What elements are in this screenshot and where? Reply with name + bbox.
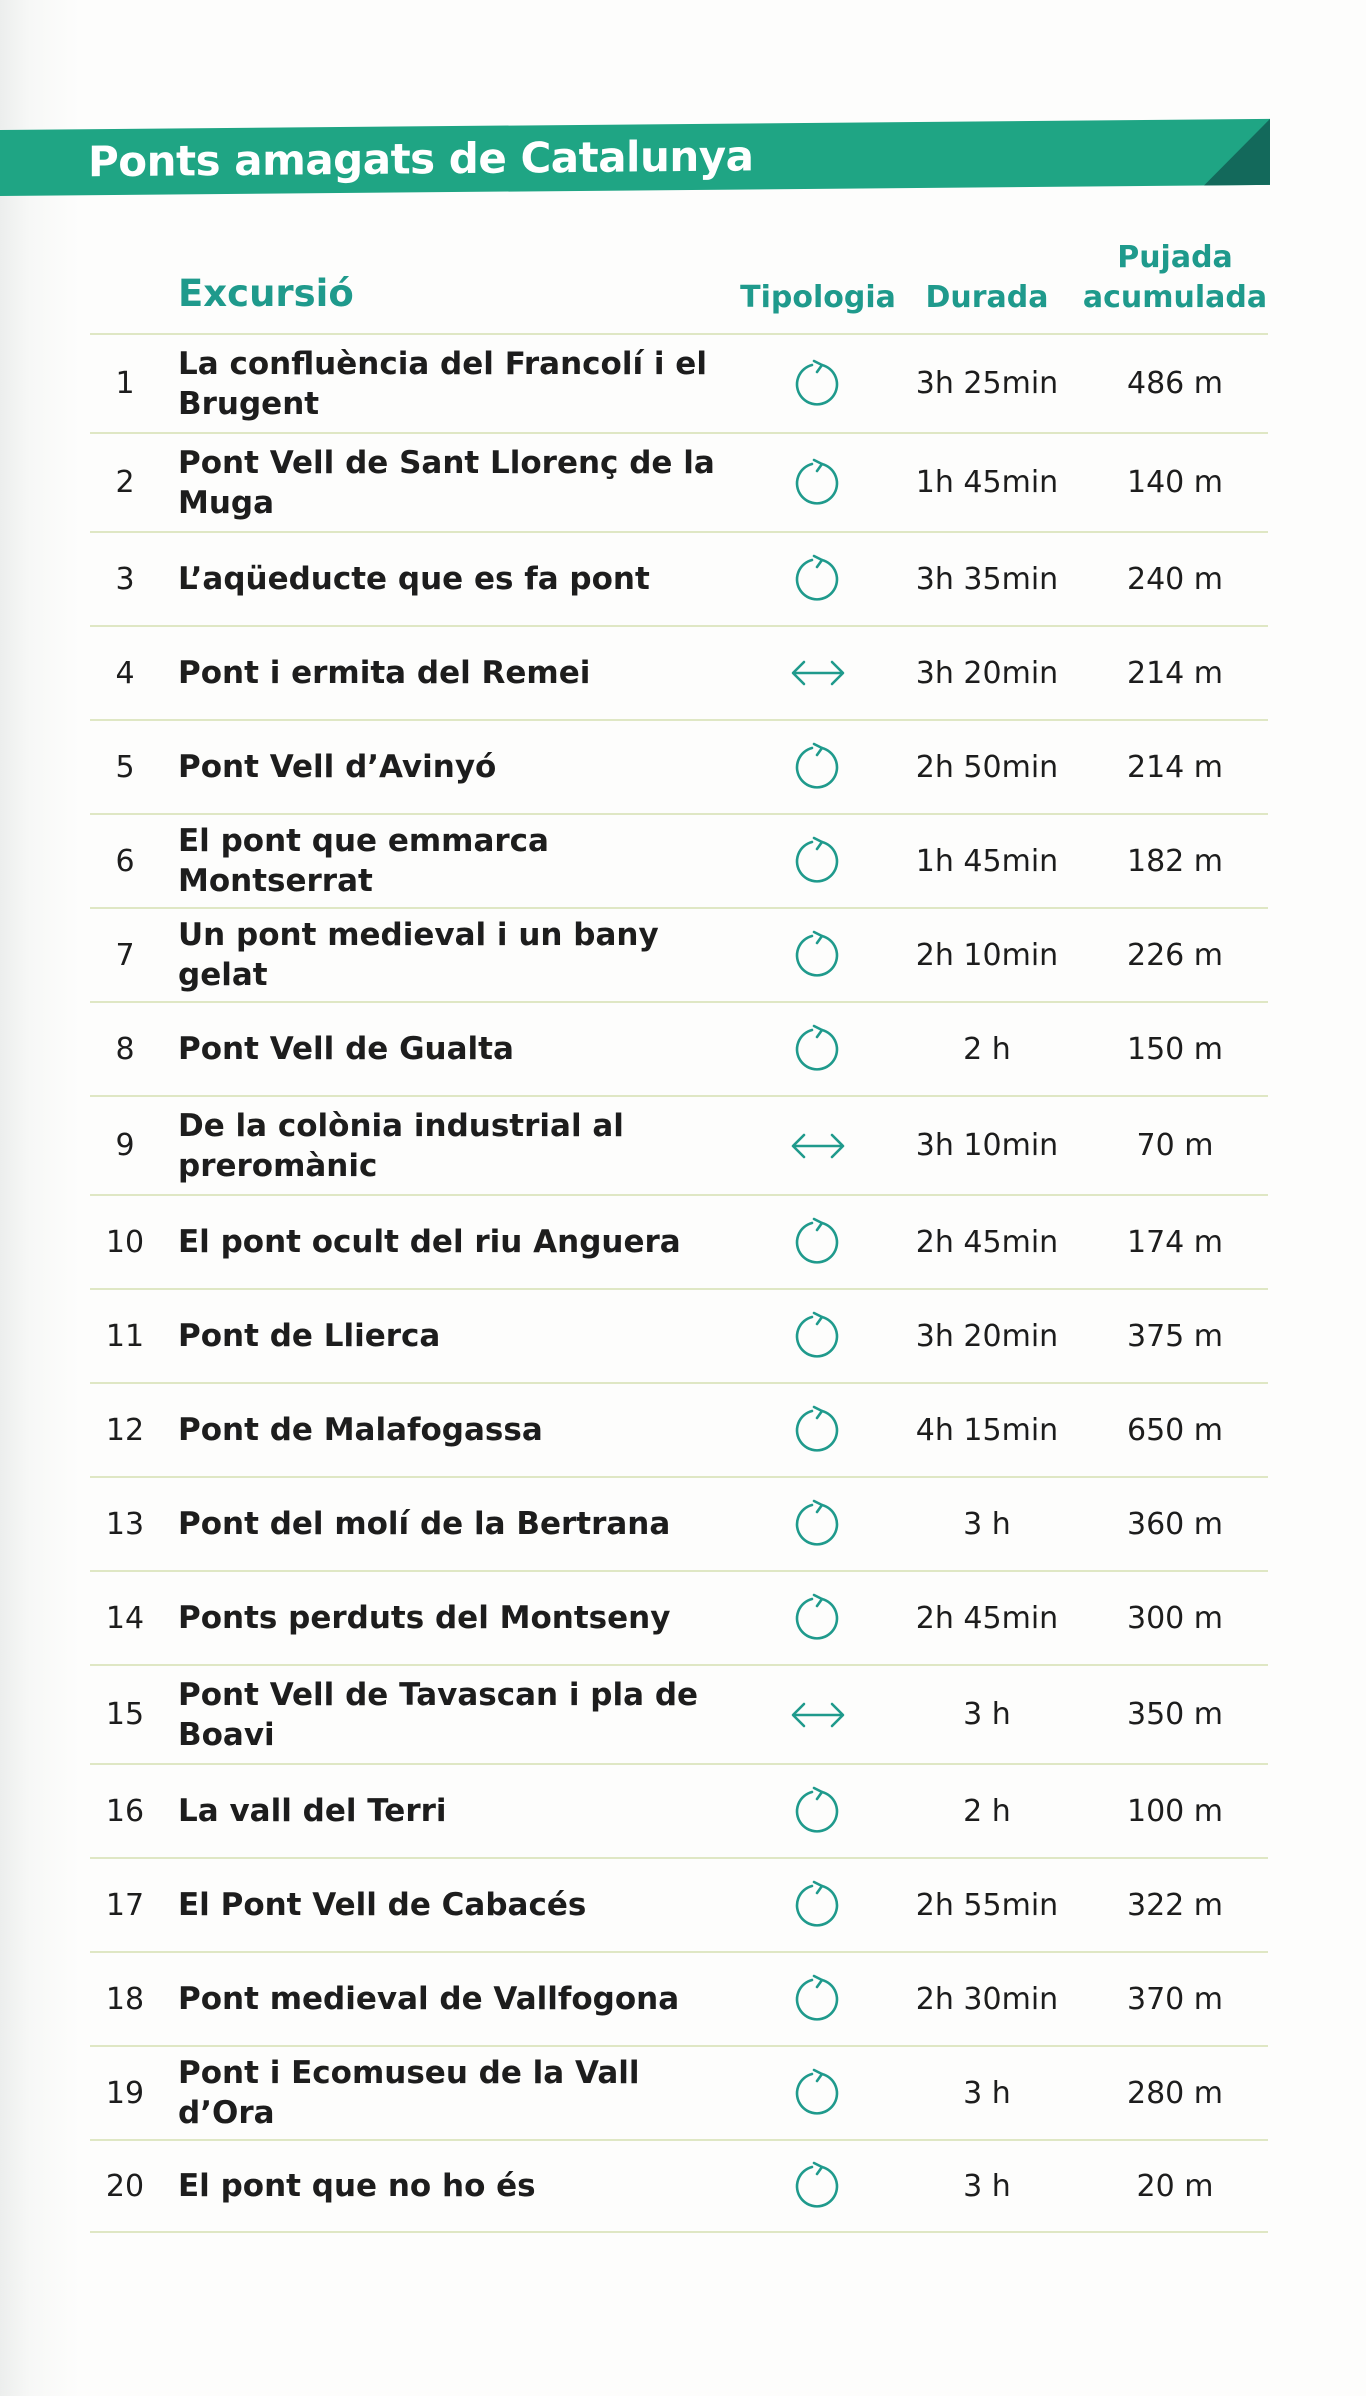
- elevation-gain: 182 m: [1126, 843, 1224, 879]
- row-number: 6: [115, 843, 135, 879]
- table-row: [90, 719, 1268, 813]
- excursion-name: Pont de Malafogassa: [178, 1412, 543, 1448]
- elevation-gain: 322 m: [1126, 1887, 1224, 1923]
- table-row: [90, 333, 1268, 432]
- row-number: 17: [105, 1887, 145, 1923]
- duration: 2h 30min: [915, 1981, 1059, 2017]
- table-row: [90, 1763, 1268, 1857]
- circular-icon: [738, 2141, 898, 2231]
- elevation-gain: 360 m: [1126, 1506, 1224, 1542]
- row-number: 18: [105, 1981, 145, 2017]
- elevation-gain: 375 m: [1126, 1318, 1224, 1354]
- duration: 1h 45min: [915, 465, 1059, 500]
- title-banner: [0, 119, 1270, 196]
- table-row: [90, 1476, 1268, 1570]
- elevation-gain: 214 m: [1126, 655, 1224, 691]
- table-row: [90, 432, 1268, 531]
- circular-icon: [738, 1765, 898, 1857]
- elevation-gain: 370 m: [1126, 1981, 1224, 2017]
- duration: 3 h: [963, 1506, 1011, 1542]
- row-number: 19: [105, 2075, 145, 2111]
- duration: 3h 10min: [915, 1128, 1059, 1163]
- table-row: [90, 1951, 1268, 2045]
- row-number: 1: [115, 366, 135, 401]
- excursion-name: Pont Vell d’Avinyó: [178, 749, 497, 785]
- elevation-gain: 100 m: [1126, 1793, 1224, 1829]
- header-pujada-line2: acumulada: [1082, 280, 1268, 315]
- elevation-gain: 650 m: [1126, 1412, 1224, 1448]
- row-number: 3: [115, 561, 135, 597]
- duration: 3h 20min: [915, 1318, 1059, 1354]
- excursion-name: El pont que no ho és: [178, 2168, 536, 2204]
- row-number: 4: [115, 655, 135, 691]
- elevation-gain: 486 m: [1126, 366, 1224, 401]
- duration: 4h 15min: [915, 1412, 1059, 1448]
- table-row: [90, 1664, 1268, 1763]
- excursion-name: Pont Vell de Sant Llorenç de la Muga: [178, 444, 715, 521]
- page-title: Ponts amagats de Catalunya: [88, 131, 754, 187]
- duration: 2h 10min: [915, 937, 1059, 973]
- circular-icon: [738, 1290, 898, 1382]
- header-durada: Durada: [925, 280, 1049, 315]
- row-number: 2: [115, 465, 135, 500]
- excursion-name: La confluència del Francolí i el Brugent: [178, 345, 707, 422]
- row-number: 20: [105, 2168, 145, 2204]
- table-row: [90, 813, 1268, 907]
- excursion-name: Pont del molí de la Bertrana: [178, 1506, 671, 1542]
- duration: 3h 20min: [915, 655, 1059, 691]
- excursion-name: El pont ocult del riu Anguera: [178, 1224, 681, 1260]
- row-number: 5: [115, 749, 135, 785]
- linear-icon: [738, 1097, 898, 1194]
- table-row: [90, 1001, 1268, 1095]
- circular-icon: [738, 434, 898, 531]
- excursion-name: Ponts perduts del Montseny: [178, 1600, 671, 1636]
- elevation-gain: 174 m: [1126, 1224, 1224, 1260]
- elevation-gain: 300 m: [1126, 1600, 1224, 1636]
- duration: 1h 45min: [915, 843, 1059, 879]
- row-number: 12: [105, 1412, 145, 1448]
- circular-icon: [738, 2047, 898, 2139]
- circular-icon: [738, 815, 898, 907]
- table-row: [90, 1382, 1268, 1476]
- excursion-name: El Pont Vell de Cabacés: [178, 1887, 587, 1923]
- elevation-gain: 20 m: [1136, 2168, 1214, 2204]
- table-row: [90, 1288, 1268, 1382]
- elevation-gain: 226 m: [1126, 937, 1224, 973]
- elevation-gain: 280 m: [1126, 2075, 1224, 2111]
- circular-icon: [738, 533, 898, 625]
- circular-icon: [738, 1953, 898, 2045]
- circular-icon: [738, 1859, 898, 1951]
- duration: 2 h: [963, 1793, 1011, 1829]
- table-row: [90, 531, 1268, 625]
- duration: 3h 35min: [915, 561, 1059, 597]
- table-row: [90, 2139, 1268, 2233]
- duration: 2h 50min: [915, 749, 1059, 785]
- excursion-name: Pont i ermita del Remei: [178, 655, 591, 691]
- duration: 2 h: [963, 1031, 1011, 1067]
- table-row: [90, 625, 1268, 719]
- table-row: [90, 1857, 1268, 1951]
- circular-icon: [738, 1003, 898, 1095]
- elevation-gain: 140 m: [1126, 465, 1224, 500]
- elevation-gain: 240 m: [1126, 561, 1224, 597]
- row-number: 9: [115, 1128, 135, 1163]
- duration: 3 h: [963, 1697, 1011, 1732]
- duration: 2h 45min: [915, 1224, 1059, 1260]
- duration: 3h 25min: [915, 366, 1059, 401]
- duration: 2h 45min: [915, 1600, 1059, 1636]
- row-number: 10: [105, 1224, 145, 1260]
- circular-icon: [738, 909, 898, 1001]
- excursion-name: Pont Vell de Gualta: [178, 1031, 514, 1067]
- circular-icon: [738, 1196, 898, 1288]
- banner-corner: [1204, 119, 1270, 186]
- row-number: 13: [105, 1506, 145, 1542]
- header-tipologia: Tipologia: [740, 280, 896, 315]
- table-row: [90, 907, 1268, 1001]
- elevation-gain: 350 m: [1126, 1697, 1224, 1732]
- row-number: 14: [105, 1600, 145, 1636]
- table-header: [0, 230, 1366, 330]
- circular-icon: [738, 721, 898, 813]
- row-number: 15: [105, 1697, 145, 1732]
- table-row: [90, 1194, 1268, 1288]
- excursion-name: Pont i Ecomuseu de la Vall d’Ora: [178, 2055, 640, 2131]
- excursion-name: Pont medieval de Vallfogona: [178, 1981, 680, 2017]
- excursion-name: Pont de Llierca: [178, 1318, 441, 1354]
- excursion-name: Un pont medieval i un bany gelat: [178, 917, 659, 993]
- elevation-gain: 70 m: [1136, 1128, 1214, 1163]
- excursion-name: El pont que emmarca Montserrat: [178, 823, 549, 899]
- linear-icon: [738, 1666, 898, 1763]
- header-pujada: [1080, 238, 1270, 318]
- duration: 3 h: [963, 2075, 1011, 2111]
- header-pujada-line1: Pujada: [1117, 240, 1233, 275]
- elevation-gain: 150 m: [1126, 1031, 1224, 1067]
- circular-icon: [738, 335, 898, 432]
- row-number: 8: [115, 1031, 135, 1067]
- excursion-name: L’aqüeducte que es fa pont: [178, 561, 650, 597]
- duration: 2h 55min: [915, 1887, 1059, 1923]
- circular-icon: [738, 1384, 898, 1476]
- header-excursio: Excursió: [178, 272, 354, 315]
- excursion-name: La vall del Terri: [178, 1793, 447, 1829]
- circular-icon: [738, 1572, 898, 1664]
- row-number: 7: [115, 937, 135, 973]
- excursion-name: Pont Vell de Tavascan i pla de Boavi: [178, 1676, 699, 1753]
- circular-icon: [738, 1478, 898, 1570]
- table-row: [90, 1095, 1268, 1194]
- linear-icon: [738, 627, 898, 719]
- duration: 3 h: [963, 2168, 1011, 2204]
- table-row: [90, 1570, 1268, 1664]
- row-number: 16: [105, 1793, 145, 1829]
- excursion-name: De la colònia industrial al preromànic: [178, 1107, 624, 1184]
- table-row: [90, 2045, 1268, 2139]
- row-number: 11: [105, 1318, 145, 1354]
- elevation-gain: 214 m: [1126, 749, 1224, 785]
- excursions-table: [90, 333, 1268, 2233]
